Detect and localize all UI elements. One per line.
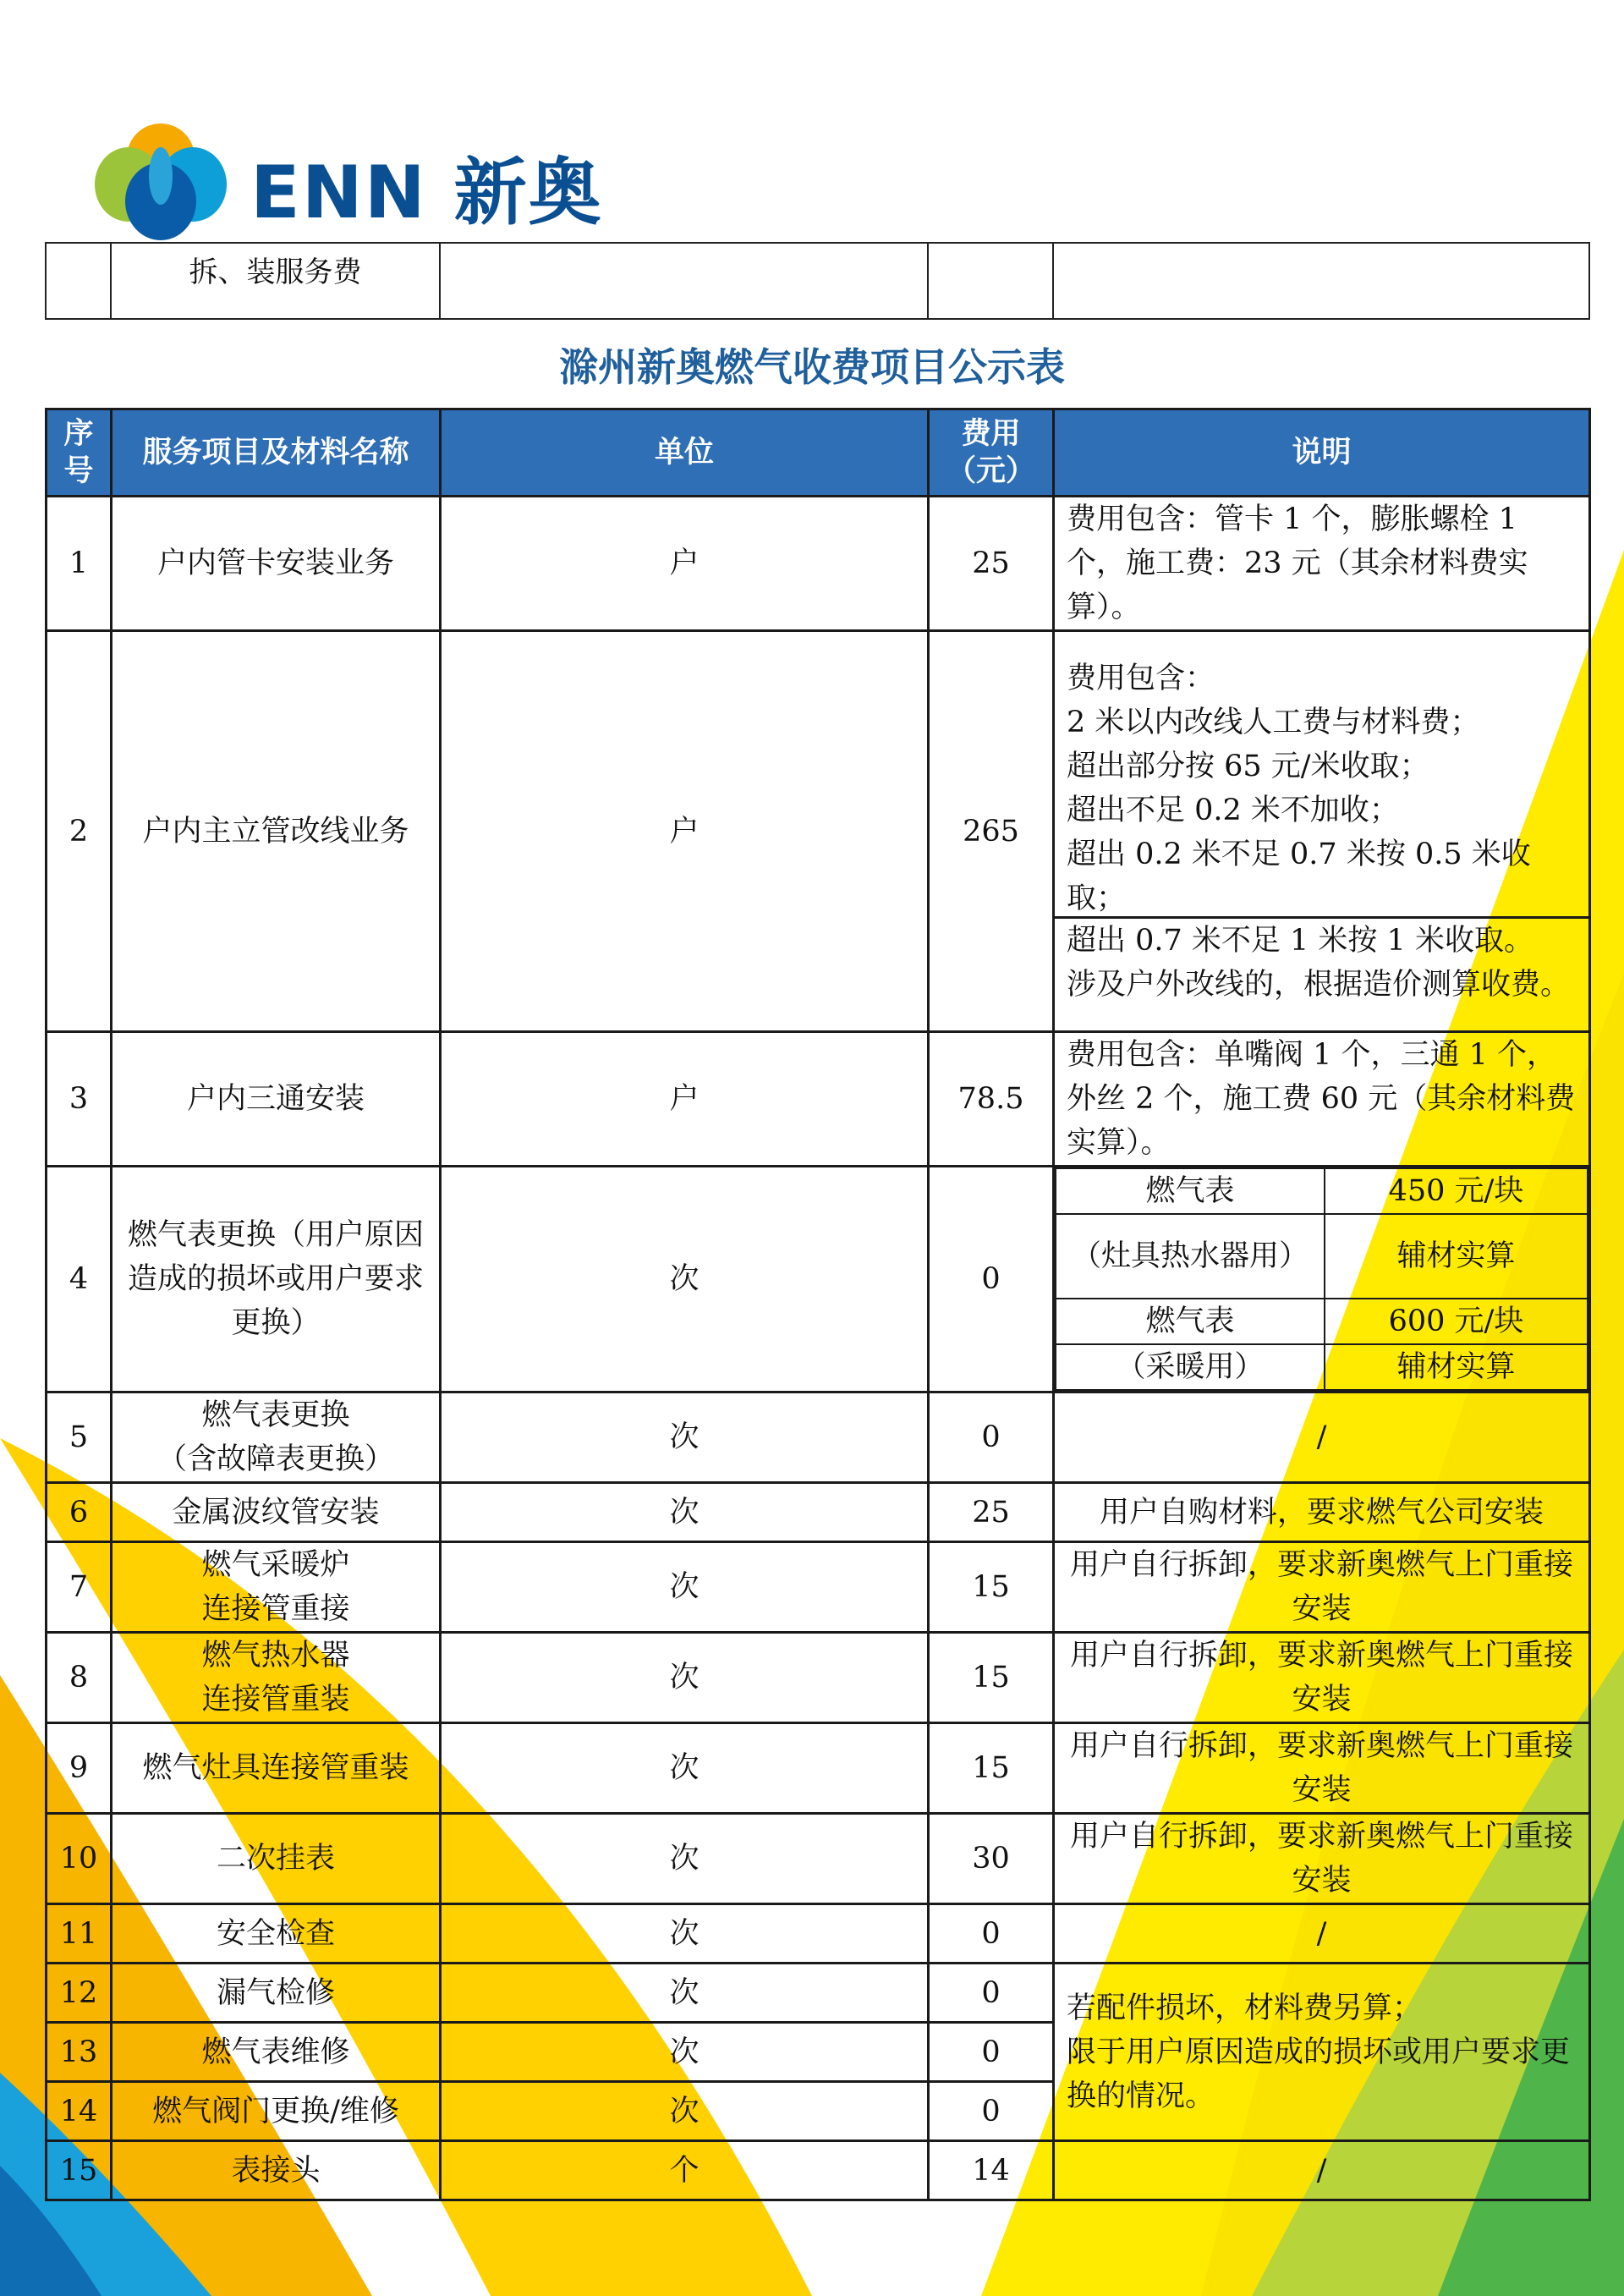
cell (440, 243, 928, 319)
header-note: 说明 (1054, 409, 1590, 497)
fee-cell: 30 (929, 1814, 1054, 1904)
flower-logo-icon (93, 117, 228, 244)
item-cell: 表接头 (112, 2141, 441, 2200)
table-row (47, 631, 1590, 1032)
note-cell: 用户自行拆卸，要求新奥燃气上门重接安装 (1054, 1814, 1590, 1904)
seq-cell: 13 (47, 2023, 112, 2082)
sub-value: 辅材实算 (1325, 1214, 1588, 1299)
unit-cell: 次 (441, 1392, 929, 1483)
seq-cell: 15 (47, 2141, 112, 2200)
seq-cell: 6 (47, 1483, 112, 1542)
sub-value: 600 元/块 (1325, 1299, 1588, 1344)
note-cell (1054, 631, 1590, 1032)
note-cell: 用户自行拆卸，要求新奥燃气上门重接安装 (1054, 1723, 1590, 1814)
item-cell: 燃气热水器 连接管重装 (112, 1633, 441, 1723)
note-cell (1054, 1167, 1590, 1392)
note-part-b: 超出 0.7 米不足 1 米按 1 米收取。 涉及户外改线的，根据造价测算收费。 (1067, 923, 1571, 1002)
note-cell: / (1054, 2141, 1590, 2200)
header-unit: 单位 (441, 409, 929, 497)
unit-cell: 次 (441, 2082, 929, 2141)
seq-cell: 1 (47, 497, 112, 631)
fee-cell: 0 (929, 2082, 1054, 2141)
sub-label: （采暖用） (1056, 1344, 1325, 1390)
header-fee: 费用（元） (929, 409, 1054, 497)
item-cell: 二次挂表 (112, 1814, 441, 1904)
item-cell: 燃气采暖炉 连接管重接 (112, 1542, 441, 1633)
seq-cell: 7 (47, 1542, 112, 1633)
note-cell: 费用包含：管卡 1 个，膨胀螺栓 1 个，施工费：23 元（其余材料费实算）。 (1054, 497, 1590, 631)
partial-item: 拆、装服务费 (111, 243, 440, 319)
item-cell: 金属波纹管安装 (112, 1483, 441, 1542)
item-cell: 燃气灶具连接管重装 (112, 1723, 441, 1814)
enn-logo (93, 117, 603, 244)
unit-cell: 个 (441, 2141, 929, 2200)
seq-cell: 9 (47, 1723, 112, 1814)
unit-cell: 次 (441, 1964, 929, 2023)
sub-label: 燃气表 (1056, 1168, 1325, 1214)
item-cell: 燃气表更换 （含故障表更换） (112, 1392, 441, 1483)
fee-cell: 78.5 (929, 1032, 1054, 1167)
seq-cell: 11 (47, 1904, 112, 1964)
header-item: 服务项目及材料名称 (112, 409, 441, 497)
item-cell: 户内三通安装 (112, 1032, 441, 1167)
item-cell: 燃气表维修 (112, 2023, 441, 2082)
table-row (47, 2141, 1590, 2200)
unit-cell: 次 (441, 1904, 929, 1964)
unit-cell: 次 (441, 2023, 929, 2082)
merged-note-cell: 若配件损坏，材料费另算； 限于用户原因造成的损坏或用户要求更换的情况。 (1054, 1964, 1590, 2141)
page-title: 滁州新奥燃气收费项目公示表 (559, 344, 1065, 390)
unit-cell: 次 (441, 1167, 929, 1392)
table-row (47, 1483, 1590, 1542)
fee-cell: 0 (929, 2023, 1054, 2082)
item-cell: 户内主立管改线业务 (112, 631, 441, 1032)
fee-cell: 25 (929, 497, 1054, 631)
table-row (47, 497, 1590, 631)
unit-cell: 户 (441, 1032, 929, 1167)
unit-cell: 户 (441, 631, 929, 1032)
table-row (47, 1167, 1590, 1392)
previous-table-fragment (45, 242, 1590, 320)
note-cell: 用户自行拆卸，要求新奥燃气上门重接安装 (1054, 1542, 1590, 1633)
fee-cell: 15 (929, 1542, 1054, 1633)
fee-cell: 265 (929, 631, 1054, 1032)
note-cell: 费用包含：单嘴阀 1 个，三通 1 个，外丝 2 个，施工费 60 元（其余材料费实算）。 (1054, 1032, 1590, 1167)
fee-cell: 15 (929, 1723, 1054, 1814)
unit-cell: 次 (441, 1542, 929, 1633)
seq-cell: 10 (47, 1814, 112, 1904)
item-cell: 户内管卡安装业务 (112, 497, 441, 631)
unit-cell: 次 (441, 1814, 929, 1904)
note-cell: 用户自购材料，要求燃气公司安装 (1054, 1483, 1590, 1542)
unit-cell: 次 (441, 1633, 929, 1723)
seq-cell: 3 (47, 1032, 112, 1167)
table-row (47, 1964, 1590, 2023)
table-row (47, 1542, 1590, 1633)
table-row (47, 1392, 1590, 1483)
fee-cell: 0 (929, 1167, 1054, 1392)
fee-cell: 0 (929, 1964, 1054, 2023)
fee-cell: 25 (929, 1483, 1054, 1542)
fee-cell: 15 (929, 1633, 1054, 1723)
note-cell: / (1054, 1904, 1590, 1964)
logo-text: ENN 新奥 (250, 151, 603, 235)
cell (928, 243, 1053, 319)
table-row (47, 1723, 1590, 1814)
sub-value: 450 元/块 (1325, 1168, 1588, 1214)
seq-cell: 14 (47, 2082, 112, 2141)
sub-label: 燃气表 (1056, 1299, 1325, 1344)
fee-cell: 14 (929, 2141, 1054, 2200)
fee-table (45, 408, 1591, 2201)
unit-cell: 户 (441, 497, 929, 631)
seq-cell: 2 (47, 631, 112, 1032)
cell (46, 243, 111, 319)
sub-value: 辅材实算 (1325, 1344, 1588, 1390)
item-cell: 漏气检修 (112, 1964, 441, 2023)
seq-cell: 4 (47, 1167, 112, 1392)
sub-label: （灶具热水器用） (1056, 1214, 1325, 1299)
note-cell: / (1054, 1392, 1590, 1483)
seq-cell: 12 (47, 1964, 112, 2023)
item-cell: 燃气表更换（用户原因造成的损坏或用户要求更换） (112, 1167, 441, 1392)
fee-cell: 0 (929, 1392, 1054, 1483)
seq-cell: 5 (47, 1392, 112, 1483)
fee-cell: 0 (929, 1904, 1054, 1964)
table-row (47, 1633, 1590, 1723)
unit-cell: 次 (441, 1723, 929, 1814)
seq-cell: 8 (47, 1633, 112, 1723)
table-row (47, 1904, 1590, 1964)
cell (1053, 243, 1589, 319)
meter-price-subtable (1055, 1167, 1588, 1391)
item-cell: 安全检查 (112, 1904, 441, 1964)
table-row (47, 1032, 1590, 1167)
item-cell: 燃气阀门更换/维修 (112, 2082, 441, 2141)
table-row (47, 1814, 1590, 1904)
note-part-a: 费用包含： 2 米以内改线人工费与材料费； 超出部分按 65 元/米收取； 超出不足 0.2 米不加收； 超出 0.2 米不足 0.7 米按 0.5 米收取； (1055, 656, 1588, 919)
header-seq: 序号 (47, 409, 112, 497)
unit-cell: 次 (441, 1483, 929, 1542)
note-cell: 用户自行拆卸，要求新奥燃气上门重接安装 (1054, 1633, 1590, 1723)
